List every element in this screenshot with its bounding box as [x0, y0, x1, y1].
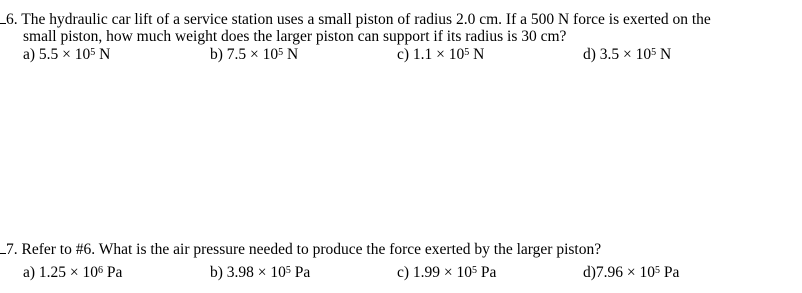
choice-unit: Pa [477, 264, 497, 281]
choice-unit: N [656, 46, 672, 63]
choice-exponent: 5 [655, 265, 661, 276]
choice-label: c) 1.1 × 10 [397, 46, 465, 63]
choice-label: b) 3.98 × 10 [210, 264, 286, 281]
question-7-stem-line-1 [0, 239, 601, 259]
choice-7b[interactable] [210, 264, 310, 282]
question-6-stem-line-1 [0, 9, 711, 29]
choice-7a[interactable] [23, 264, 122, 282]
choice-label: a) 5.5 × 10 [23, 46, 91, 63]
choice-unit: N [469, 46, 485, 63]
choice-7d[interactable] [583, 264, 679, 282]
choice-exponent: 5 [278, 47, 284, 58]
question-6-text: The hydraulic car lift of a service station uses a small piston of radius 2.0 cm. If a 500 N force is exerted on the [21, 11, 711, 28]
choice-exponent: 5 [464, 47, 470, 58]
choice-exponent: 5 [90, 47, 96, 58]
choice-unit: Pa [290, 264, 311, 281]
choice-exponent: 5 [472, 265, 478, 276]
choice-label: d)7.96 × 10 [583, 264, 656, 281]
choice-unit: Pa [103, 264, 123, 281]
choice-6d[interactable] [583, 46, 671, 64]
choice-6c[interactable] [397, 46, 484, 64]
choice-label: c) 1.99 × 10 [397, 264, 473, 281]
question-7-text: Refer to #6. What is the air pressure needed to produce the force exerted by the larger piston? [21, 241, 602, 258]
choice-label: a) 1.25 × 10 [23, 264, 99, 281]
choice-6a[interactable] [23, 46, 110, 64]
choice-unit: Pa [660, 264, 680, 281]
choice-unit: N [283, 46, 299, 63]
question-6-text-continued: small piston, how much weight does the larger piston can support if its radius is 30 cm? [23, 28, 567, 45]
choice-6b[interactable] [210, 46, 298, 64]
choice-unit: N [95, 46, 111, 63]
question-7-number: 7. [6, 241, 18, 258]
choice-exponent: 5 [285, 265, 291, 276]
question-6-number: 6. [6, 11, 18, 28]
choice-exponent: 6 [98, 265, 104, 276]
choice-exponent: 5 [651, 47, 657, 58]
choice-label: d) 3.5 × 10 [583, 46, 652, 63]
choice-label: b) 7.5 × 10 [210, 46, 279, 63]
question-6-stem-line-2 [23, 28, 566, 46]
choice-7c[interactable] [397, 264, 496, 282]
